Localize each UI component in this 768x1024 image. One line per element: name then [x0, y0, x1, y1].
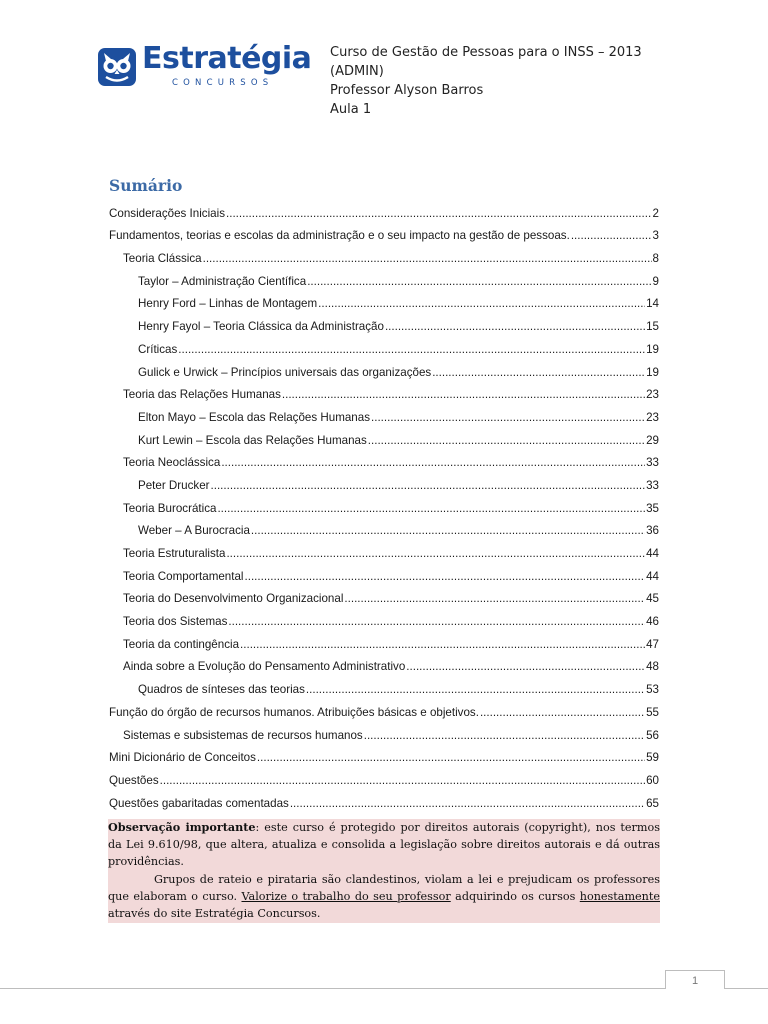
- toc-dot-leader: [432, 366, 645, 379]
- toc-entry-label: Teoria Burocrática: [123, 501, 217, 515]
- toc-entry-page: 46: [646, 615, 659, 629]
- toc-entry[interactable]: [109, 719, 659, 742]
- toc-entry-page: 59: [646, 751, 659, 765]
- toc-entry[interactable]: [109, 288, 659, 311]
- logo-brand-text: Estratégia: [142, 41, 312, 76]
- toc-entry-page: 33: [646, 478, 659, 492]
- toc-dot-leader: [228, 615, 645, 628]
- toc-entry-label: Função do órgão de recursos humanos. Atribuições básicas e objetivos.: [109, 705, 479, 719]
- toc-entry-page: 60: [646, 773, 659, 787]
- toc-entry[interactable]: [109, 628, 659, 651]
- toc-entry-label: Teoria da contingência: [123, 637, 240, 651]
- toc-dot-leader: [226, 547, 645, 560]
- toc-dot-leader: [306, 683, 645, 696]
- toc-entry-page: 29: [646, 433, 659, 447]
- toc-entry-page: 35: [646, 501, 659, 515]
- toc-entry-page: 19: [646, 342, 659, 356]
- toc-entry-page: 44: [646, 547, 659, 560]
- toc-entry-label: Sistemas e subsistemas de recursos humanos: [123, 728, 363, 742]
- toc-entry-label: Teoria Neoclássica: [123, 456, 221, 470]
- toc-dot-leader: [211, 479, 646, 492]
- toc-entry-label: Taylor – Administração Científica: [138, 274, 307, 288]
- toc-dot-leader: [480, 706, 645, 719]
- page-number: 1: [665, 970, 725, 989]
- toc-entry-page: 36: [646, 524, 659, 538]
- toc-entry-label: Questões: [109, 773, 159, 787]
- toc-entry[interactable]: [109, 333, 659, 356]
- toc-entry[interactable]: [109, 469, 659, 492]
- toc-entry-page: 23: [646, 388, 659, 402]
- toc-dot-leader: [290, 797, 645, 810]
- copyright-notice: [108, 819, 660, 923]
- professor-name: Professor Alyson Barros: [330, 83, 484, 98]
- toc-entry-label: Mini Dicionário de Conceitos: [109, 751, 256, 765]
- toc-entry-label: Elton Mayo – Escola das Relações Humanas: [138, 410, 370, 424]
- toc-entry[interactable]: [109, 401, 659, 424]
- toc-entry-label: Teoria do Desenvolvimento Organizacional: [123, 592, 344, 606]
- toc-entry[interactable]: [109, 242, 659, 265]
- toc-entry[interactable]: [109, 742, 659, 765]
- toc-title: Sumário: [109, 176, 183, 195]
- toc-entry[interactable]: [109, 605, 659, 628]
- toc-entry[interactable]: [109, 265, 659, 288]
- estrategia-logo: [98, 41, 312, 90]
- toc-entry-label: Kurt Lewin – Escola das Relações Humanas: [138, 433, 367, 447]
- notice-text: : este curso é protegido por direitos autorais (copyright), nos termos da Lei 9.610/98, que altera, atualiza e consolida a legislação sobre direitos autorais e dá outras providências.: [108, 821, 660, 869]
- toc-dot-leader: [251, 524, 645, 537]
- notice-paragraph-2: [108, 871, 660, 923]
- toc-dot-leader: [364, 729, 645, 742]
- toc-entry-label: Teoria Clássica: [123, 252, 202, 266]
- toc-entry[interactable]: [109, 560, 659, 583]
- toc-entry[interactable]: [109, 583, 659, 606]
- toc-entry-page: 56: [646, 728, 659, 742]
- lesson-number: Aula 1: [330, 102, 372, 117]
- toc-entry-label: Fundamentos, teorias e escolas da administração e o seu impacto na gestão de pessoas.: [109, 229, 570, 243]
- table-of-contents: [109, 197, 659, 810]
- toc-dot-leader: [282, 388, 645, 401]
- notice-paragraph-1: [108, 819, 660, 871]
- toc-entry-label: Peter Drucker: [138, 478, 210, 492]
- toc-entry[interactable]: [109, 492, 659, 515]
- toc-dot-leader: [245, 570, 646, 583]
- toc-entry-page: 44: [646, 569, 659, 583]
- toc-dot-leader: [368, 434, 645, 447]
- notice-heading: Observação importante: [108, 820, 256, 834]
- toc-entry-page: 19: [646, 365, 659, 379]
- toc-dot-leader: [178, 343, 645, 356]
- toc-dot-leader: [571, 229, 652, 242]
- course-header: [330, 43, 730, 119]
- toc-dot-leader: [257, 751, 645, 764]
- toc-entry-page: 3: [652, 229, 659, 243]
- toc-entry-label: Gulick e Urwick – Princípios universais das organizações: [138, 365, 432, 379]
- toc-entry[interactable]: [109, 356, 659, 379]
- toc-dot-leader: [371, 411, 645, 424]
- toc-entry-label: Henry Fayol – Teoria Clássica da Administração: [138, 320, 384, 334]
- toc-entry-page: 33: [646, 456, 659, 470]
- toc-entry[interactable]: [109, 515, 659, 538]
- toc-entry[interactable]: [109, 787, 659, 810]
- toc-entry-page: 45: [646, 592, 659, 606]
- toc-entry[interactable]: [109, 220, 659, 243]
- toc-dot-leader: [318, 297, 645, 310]
- toc-entry-page: 2: [652, 206, 659, 220]
- toc-dot-leader: [240, 638, 645, 651]
- toc-entry-label: Quadros de sínteses das teorias: [138, 683, 305, 697]
- notice-underlined-text: Valorize o trabalho do seu professor: [241, 889, 451, 903]
- footer-divider: [0, 988, 768, 989]
- toc-entry-page: 9: [652, 274, 659, 288]
- toc-dot-leader: [203, 252, 652, 265]
- toc-entry[interactable]: [109, 424, 659, 447]
- toc-entry-page: 8: [652, 252, 659, 266]
- toc-entry-page: 55: [646, 705, 659, 719]
- toc-dot-leader: [226, 207, 652, 220]
- toc-entry-label: Críticas: [138, 342, 178, 356]
- toc-entry-label: Weber – A Burocracia: [138, 524, 250, 538]
- toc-entry[interactable]: [109, 310, 659, 333]
- toc-entry-label: Teoria dos Sistemas: [123, 615, 228, 629]
- toc-entry[interactable]: [109, 197, 659, 220]
- toc-entry[interactable]: [109, 537, 659, 560]
- toc-dot-leader: [406, 660, 645, 673]
- toc-entry[interactable]: [109, 696, 659, 719]
- toc-entry-page: 65: [646, 796, 659, 810]
- toc-entry-page: 14: [646, 297, 659, 311]
- toc-dot-leader: [307, 275, 651, 288]
- logo-subtitle: CONCURSOS: [172, 78, 274, 88]
- toc-entry[interactable]: [109, 764, 659, 787]
- toc-entry-page: 47: [646, 637, 659, 651]
- toc-entry[interactable]: [109, 651, 659, 674]
- toc-dot-leader: [344, 592, 645, 605]
- course-area: (ADMIN): [330, 64, 384, 79]
- toc-dot-leader: [217, 502, 645, 515]
- toc-entry-label: Ainda sobre a Evolução do Pensamento Administrativo: [123, 660, 406, 674]
- toc-dot-leader: [385, 320, 645, 333]
- toc-entry-page: 53: [646, 683, 659, 697]
- toc-entry[interactable]: [109, 447, 659, 470]
- toc-entry-page: 48: [646, 660, 659, 674]
- toc-dot-leader: [221, 456, 645, 469]
- notice-text: adquirindo os cursos: [450, 889, 580, 903]
- notice-underlined-text: honestamente: [579, 889, 660, 903]
- toc-entry-label: Teoria Estruturalista: [123, 547, 226, 560]
- toc-entry-page: 23: [646, 410, 659, 424]
- course-title: Curso de Gestão de Pessoas para o INSS – 2013: [330, 45, 642, 60]
- toc-entry-label: Teoria das Relações Humanas: [123, 388, 281, 402]
- owl-icon: [98, 48, 136, 86]
- toc-entry-label: Questões gabaritadas comentadas: [109, 796, 289, 810]
- toc-entry-label: Considerações Iniciais: [109, 206, 225, 220]
- notice-text: Grupos de rateio e pirataria são clandestinos, violam a lei e prejudicam os professores que elaboram o curso.: [108, 872, 660, 903]
- toc-entry-label: Teoria Comportamental: [123, 569, 244, 583]
- toc-entry-page: 15: [646, 320, 659, 334]
- toc-entry[interactable]: [109, 673, 659, 696]
- toc-entry[interactable]: [109, 379, 659, 402]
- toc-dot-leader: [160, 774, 645, 787]
- toc-entry-label: Henry Ford – Linhas de Montagem: [138, 297, 318, 311]
- notice-text: através do site Estratégia Concursos.: [108, 907, 321, 921]
